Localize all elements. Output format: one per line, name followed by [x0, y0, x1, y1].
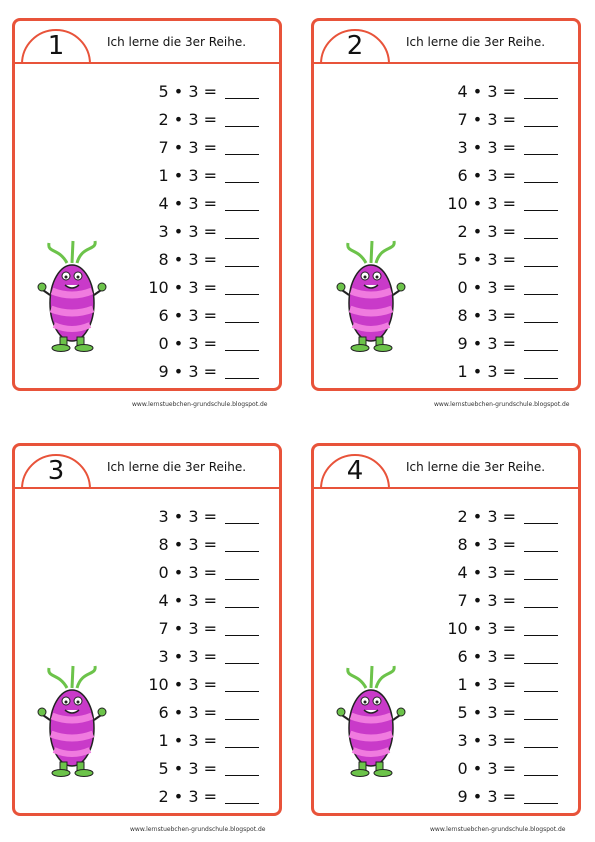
- task-expression: 8 • 3 =: [158, 249, 217, 269]
- task-expression: 10 • 3 =: [447, 618, 516, 638]
- answer-blank[interactable]: [225, 195, 259, 211]
- answer-blank[interactable]: [524, 732, 558, 748]
- task-expression: 1 • 3 =: [158, 730, 217, 750]
- task-expression: 0 • 3 =: [457, 277, 516, 297]
- card-number: 4: [346, 456, 364, 486]
- task-row: [115, 726, 275, 754]
- answer-blank[interactable]: [225, 139, 259, 155]
- task-row: [115, 502, 275, 530]
- task-expression: 9 • 3 =: [457, 333, 516, 353]
- task-expression: 6 • 3 =: [457, 646, 516, 666]
- answer-blank[interactable]: [225, 223, 259, 239]
- answer-blank[interactable]: [225, 279, 259, 295]
- task-expression: 0 • 3 =: [158, 562, 217, 582]
- task-row: [115, 357, 275, 385]
- task-expression: 5 • 3 =: [158, 81, 217, 101]
- task-expression: 5 • 3 =: [457, 249, 516, 269]
- task-expression: 5 • 3 =: [158, 758, 217, 778]
- card-number: 2: [346, 31, 364, 61]
- task-row: [414, 782, 574, 810]
- task-expression: 3 • 3 =: [158, 506, 217, 526]
- task-row: [414, 357, 574, 385]
- task-row: [414, 301, 574, 329]
- task-row: [115, 217, 275, 245]
- answer-blank[interactable]: [524, 564, 558, 580]
- task-expression: 0 • 3 =: [158, 333, 217, 353]
- task-row: [414, 189, 574, 217]
- monster-illustration-icon: [336, 233, 406, 353]
- card-title: Ich lerne die 3er Reihe.: [107, 35, 247, 49]
- monster-illustration-icon: [37, 233, 107, 353]
- answer-blank[interactable]: [524, 536, 558, 552]
- answer-blank[interactable]: [524, 760, 558, 776]
- task-row: [414, 698, 574, 726]
- monster-illustration-icon: [336, 658, 406, 778]
- monster-slot: [336, 658, 406, 778]
- task-expression: 6 • 3 =: [158, 305, 217, 325]
- task-row: [414, 77, 574, 105]
- task-list: [115, 502, 275, 810]
- answer-blank[interactable]: [524, 223, 558, 239]
- answer-blank[interactable]: [225, 536, 259, 552]
- card-title: Ich lerne die 3er Reihe.: [107, 460, 247, 474]
- task-row: [115, 558, 275, 586]
- task-expression: 1 • 3 =: [457, 674, 516, 694]
- task-list: [414, 502, 574, 810]
- task-expression: 4 • 3 =: [457, 562, 516, 582]
- answer-blank[interactable]: [524, 676, 558, 692]
- task-expression: 3 • 3 =: [158, 646, 217, 666]
- task-row: [414, 726, 574, 754]
- task-row: [414, 105, 574, 133]
- answer-blank[interactable]: [225, 648, 259, 664]
- task-expression: 3 • 3 =: [158, 221, 217, 241]
- answer-blank[interactable]: [524, 620, 558, 636]
- task-row: [414, 586, 574, 614]
- task-row: [115, 586, 275, 614]
- task-expression: 0 • 3 =: [457, 758, 516, 778]
- answer-blank[interactable]: [225, 508, 259, 524]
- answer-blank[interactable]: [225, 704, 259, 720]
- task-expression: 8 • 3 =: [158, 534, 217, 554]
- worksheet-card-3: [12, 443, 282, 816]
- monster-slot: [37, 233, 107, 353]
- footer-url: www.lernstuebchen-grundschule.blogspot.de: [130, 826, 266, 833]
- answer-blank[interactable]: [225, 788, 259, 804]
- task-row: [115, 301, 275, 329]
- task-list: [115, 77, 275, 385]
- task-row: [414, 754, 574, 782]
- task-expression: 4 • 3 =: [158, 193, 217, 213]
- task-expression: 3 • 3 =: [457, 730, 516, 750]
- task-row: [115, 782, 275, 810]
- answer-blank[interactable]: [524, 279, 558, 295]
- worksheet-card-2: [311, 18, 581, 391]
- task-expression: 8 • 3 =: [457, 305, 516, 325]
- task-expression: 2 • 3 =: [457, 221, 516, 241]
- worksheet-card-4: [311, 443, 581, 816]
- task-expression: 2 • 3 =: [457, 506, 516, 526]
- task-row: [414, 530, 574, 558]
- task-expression: 7 • 3 =: [158, 137, 217, 157]
- task-expression: 10 • 3 =: [148, 674, 217, 694]
- answer-blank[interactable]: [225, 732, 259, 748]
- task-row: [115, 698, 275, 726]
- answer-blank[interactable]: [225, 676, 259, 692]
- answer-blank[interactable]: [225, 335, 259, 351]
- task-list: [414, 77, 574, 385]
- answer-blank[interactable]: [225, 592, 259, 608]
- task-row: [414, 502, 574, 530]
- answer-blank[interactable]: [225, 760, 259, 776]
- task-expression: 2 • 3 =: [158, 786, 217, 806]
- task-expression: 4 • 3 =: [457, 81, 516, 101]
- task-expression: 5 • 3 =: [457, 702, 516, 722]
- answer-blank[interactable]: [524, 363, 558, 379]
- footer-url: www.lernstuebchen-grundschule.blogspot.de: [132, 401, 268, 408]
- task-expression: 7 • 3 =: [457, 590, 516, 610]
- monster-slot: [336, 233, 406, 353]
- footer-url: www.lernstuebchen-grundschule.blogspot.de: [434, 401, 570, 408]
- footer-url: www.lernstuebchen-grundschule.blogspot.de: [430, 826, 566, 833]
- answer-blank[interactable]: [225, 167, 259, 183]
- task-expression: 1 • 3 =: [457, 361, 516, 381]
- task-row: [115, 273, 275, 301]
- task-row: [115, 161, 275, 189]
- task-expression: 3 • 3 =: [457, 137, 516, 157]
- task-row: [414, 161, 574, 189]
- task-expression: 6 • 3 =: [457, 165, 516, 185]
- task-row: [414, 133, 574, 161]
- task-row: [115, 133, 275, 161]
- task-row: [414, 329, 574, 357]
- answer-blank[interactable]: [524, 508, 558, 524]
- answer-blank[interactable]: [524, 83, 558, 99]
- task-row: [115, 530, 275, 558]
- answer-blank[interactable]: [524, 648, 558, 664]
- answer-blank[interactable]: [524, 788, 558, 804]
- answer-blank[interactable]: [524, 592, 558, 608]
- answer-blank[interactable]: [225, 564, 259, 580]
- task-expression: 7 • 3 =: [158, 618, 217, 638]
- task-row: [115, 189, 275, 217]
- monster-illustration-icon: [37, 658, 107, 778]
- answer-blank[interactable]: [225, 620, 259, 636]
- task-expression: 2 • 3 =: [158, 109, 217, 129]
- task-row: [115, 245, 275, 273]
- answer-blank[interactable]: [524, 335, 558, 351]
- task-row: [414, 614, 574, 642]
- answer-blank[interactable]: [524, 139, 558, 155]
- answer-blank[interactable]: [524, 195, 558, 211]
- answer-blank[interactable]: [225, 363, 259, 379]
- card-number: 1: [47, 31, 65, 61]
- answer-blank[interactable]: [225, 111, 259, 127]
- answer-blank[interactable]: [524, 111, 558, 127]
- answer-blank[interactable]: [524, 704, 558, 720]
- task-row: [115, 642, 275, 670]
- answer-blank[interactable]: [524, 251, 558, 267]
- task-expression: 9 • 3 =: [457, 786, 516, 806]
- task-row: [115, 105, 275, 133]
- answer-blank[interactable]: [524, 167, 558, 183]
- task-expression: 1 • 3 =: [158, 165, 217, 185]
- task-row: [414, 273, 574, 301]
- task-expression: 7 • 3 =: [457, 109, 516, 129]
- task-row: [414, 217, 574, 245]
- task-row: [115, 77, 275, 105]
- task-row: [115, 329, 275, 357]
- task-row: [414, 642, 574, 670]
- task-row: [115, 754, 275, 782]
- task-expression: 8 • 3 =: [457, 534, 516, 554]
- worksheet-card-1: [12, 18, 282, 391]
- answer-blank[interactable]: [524, 307, 558, 323]
- card-title: Ich lerne die 3er Reihe.: [406, 35, 546, 49]
- task-row: [414, 670, 574, 698]
- answer-blank[interactable]: [225, 307, 259, 323]
- task-row: [115, 670, 275, 698]
- task-row: [115, 614, 275, 642]
- task-expression: 10 • 3 =: [148, 277, 217, 297]
- task-row: [414, 245, 574, 273]
- task-expression: 9 • 3 =: [158, 361, 217, 381]
- task-row: [414, 558, 574, 586]
- answer-blank[interactable]: [225, 251, 259, 267]
- monster-slot: [37, 658, 107, 778]
- answer-blank[interactable]: [225, 83, 259, 99]
- task-expression: 6 • 3 =: [158, 702, 217, 722]
- card-number: 3: [47, 456, 65, 486]
- task-expression: 4 • 3 =: [158, 590, 217, 610]
- card-title: Ich lerne die 3er Reihe.: [406, 460, 546, 474]
- task-expression: 10 • 3 =: [447, 193, 516, 213]
